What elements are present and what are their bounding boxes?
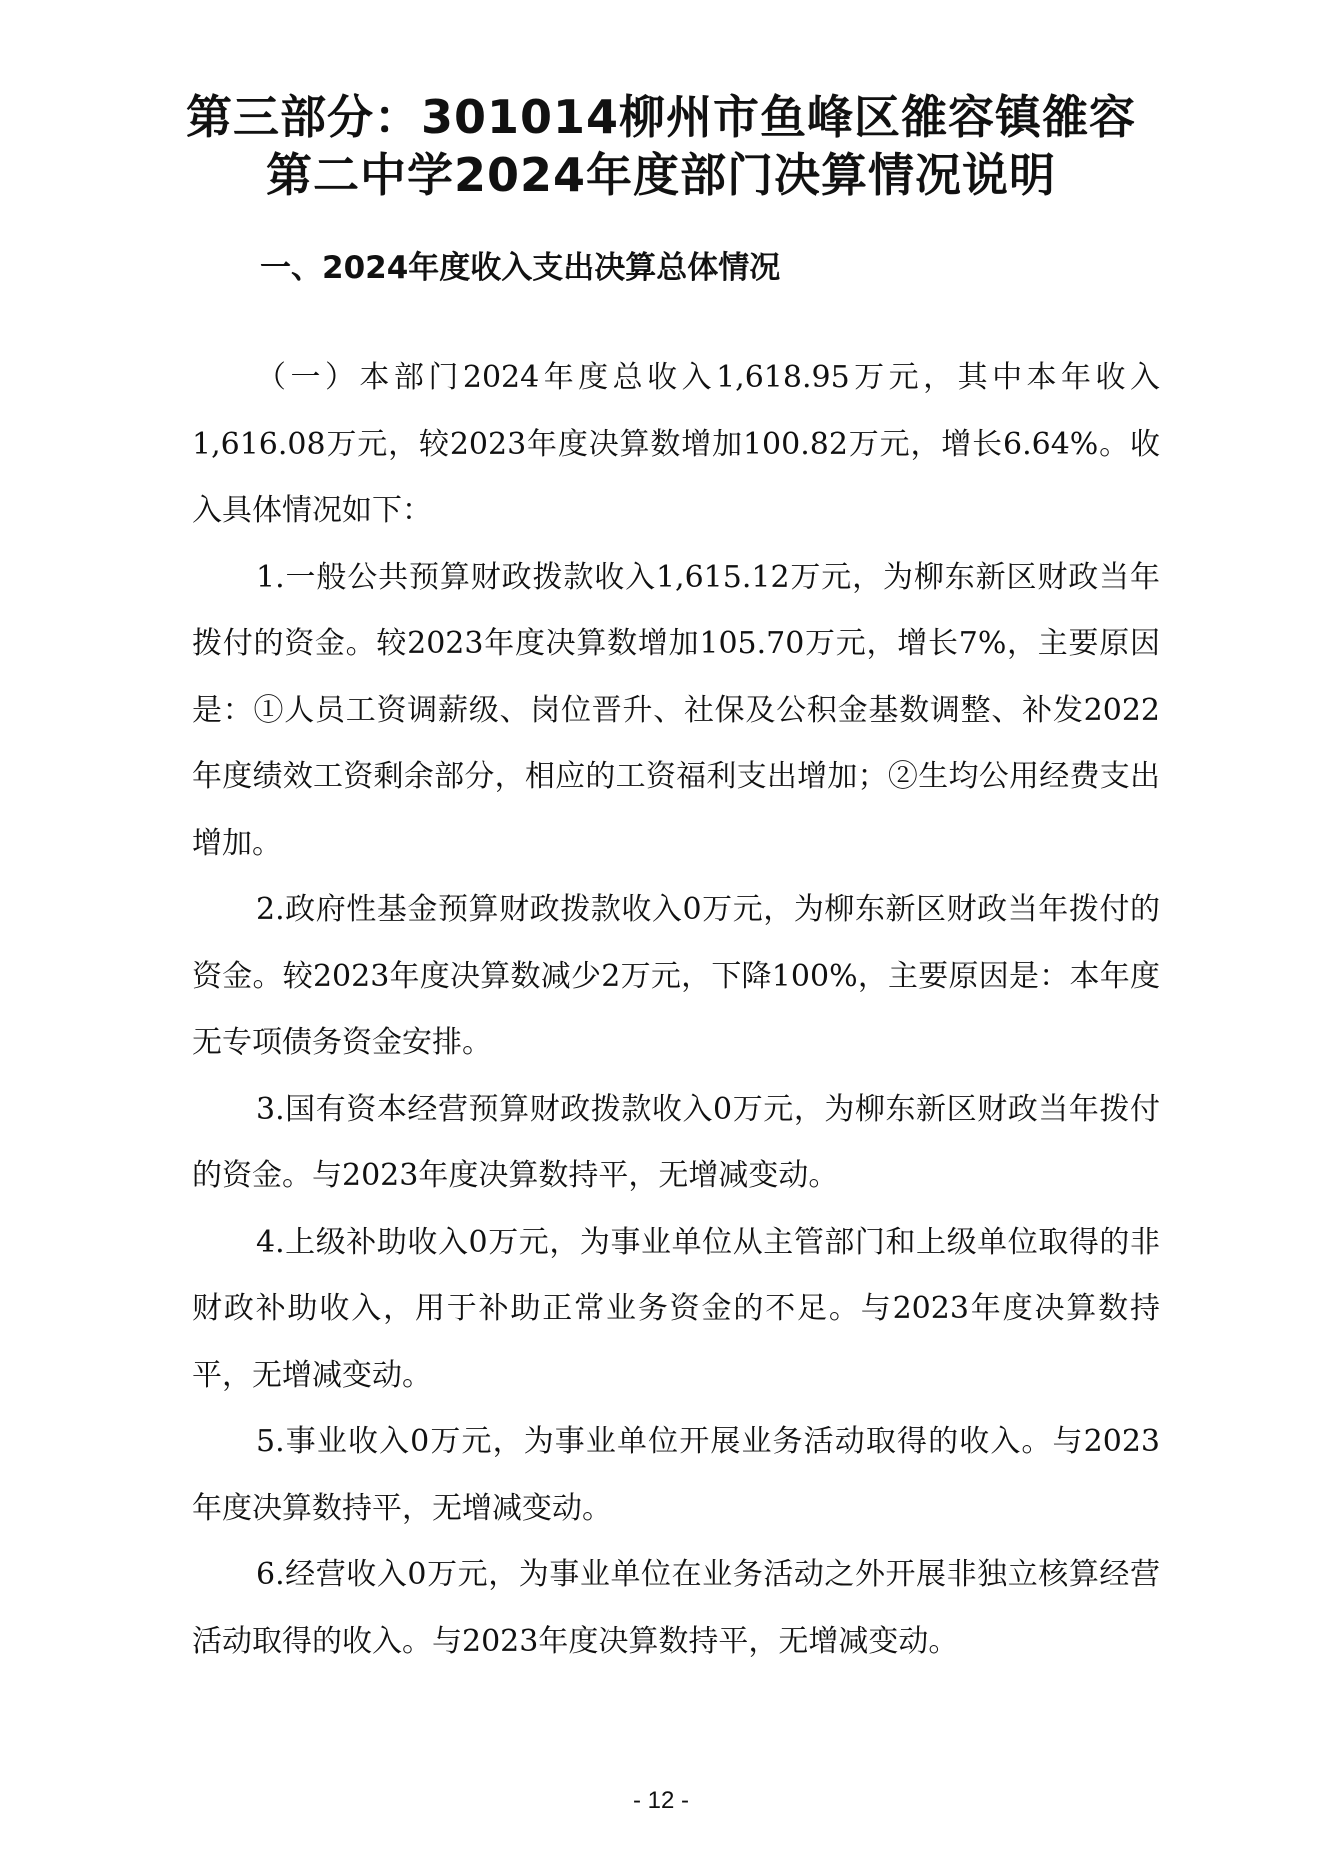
page-number: - 12 - bbox=[632, 1787, 689, 1814]
paragraph-general-budget-income: 1.一般公共预算财政拨款收入1,615.12万元，为柳东新区财政当年拨付的资金。较2023年度决算数增加105.70万元，增长7%，主要原因是：①人员工资调薪级、岗位晋升、社保及公积金基数调整、补发2022年度绩效工资剩余部分，相应的工资福利支出增加；②生均公用经费支出增加。 bbox=[192, 559, 1160, 861]
paragraph-government-fund-income: 2.政府性基金预算财政拨款收入0万元，为柳东新区财政当年拨付的资金。较2023年度决算数减少2万元，下降100%，主要原因是：本年度无专项债务资金安排。 bbox=[192, 892, 1160, 1060]
document-title bbox=[120, 88, 1202, 204]
paragraph-superior-subsidy-income: 4.上级补助收入0万元，为事业单位从主管部门和上级单位取得的非财政补助收入，用于补助正常业务资金的不足。与2023年度决算数持平，无增减变动。 bbox=[192, 1224, 1160, 1393]
paragraph-operating-income: 6.经营收入0万元，为事业单位在业务活动之外开展非独立核算经营活动取得的收入。与2023年度决算数持平，无增减变动。 bbox=[192, 1557, 1160, 1659]
section-heading: 一、2024年度收入支出决算总体情况 bbox=[260, 250, 781, 286]
paragraph-business-income: 5.事业收入0万元，为事业单位开展业务活动取得的收入。与2023年度决算数持平，无增减变动。 bbox=[192, 1424, 1160, 1526]
document-title-line-1: 第三部分：301014柳州市鱼峰区雒容镇雒容 bbox=[185, 90, 1137, 144]
paragraph-state-capital-income: 3.国有资本经营预算财政拨款收入0万元，为柳东新区财政当年拨付的资金。与2023年度决算数持平，无增减变动。 bbox=[192, 1091, 1160, 1193]
document-body bbox=[192, 345, 1160, 1675]
document-title-line-2: 第二中学2024年度部门决算情况说明 bbox=[265, 148, 1057, 202]
paragraph-total-income: （一）本部门2024年度总收入1,618.95万元，其中本年收入1,616.08万元，较2023年度决算数增加100.82万元，增长6.64%。收入具体情况如下： bbox=[192, 360, 1160, 528]
